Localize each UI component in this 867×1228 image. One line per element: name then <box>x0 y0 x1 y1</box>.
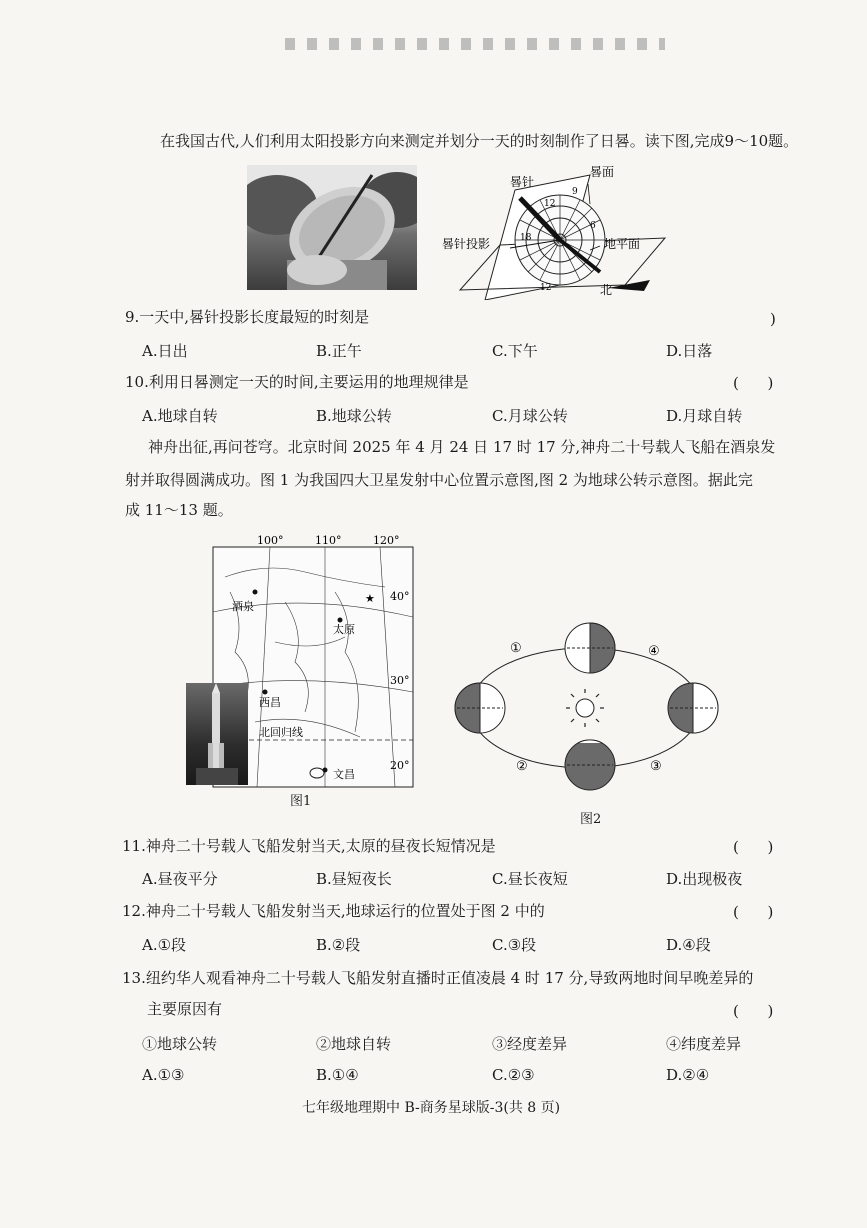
question-12-stem: 12.神舟二十号载人飞船发射当天,地球运行的位置处于图 2 中的 <box>122 902 545 920</box>
question-9-option-b[interactable]: B.正午 <box>316 342 362 360</box>
sundial-hour-9: 9 <box>572 187 578 197</box>
question-13-statement-4: ④纬度差异 <box>666 1035 742 1053</box>
map-tropic-of-cancer: 北回归线 <box>259 726 303 739</box>
svg-text:★: ★ <box>365 592 375 605</box>
question-13-statement-1: ①地球公转 <box>142 1035 218 1053</box>
question-12-option-c[interactable]: C.③段 <box>492 936 537 954</box>
question-13-option-c[interactable]: C.②③ <box>492 1066 535 1084</box>
rocket-photo <box>186 683 248 785</box>
intro-paragraph-2-line-1: 神舟出征,再问苍穹。北京时间 2025 年 4 月 24 日 17 时 17 分,神舟二十号载人飞船在酒泉发 <box>148 438 776 456</box>
question-13-option-d[interactable]: D.②④ <box>666 1066 710 1084</box>
question-12-option-d[interactable]: D.④段 <box>666 936 711 954</box>
intro-paragraph-2-line-2: 射并取得圆满成功。图 1 为我国四大卫星发射中心位置示意图,图 2 为地球公转示意图。据此完 <box>125 471 753 489</box>
question-10-option-c[interactable]: C.月球公转 <box>492 407 568 425</box>
question-13-option-b[interactable]: B.①④ <box>316 1066 359 1084</box>
map-lon-100: 100° <box>257 534 284 547</box>
sundial-hour-12-top: 12 <box>544 199 556 209</box>
sundial-label-gnomon: 晷针 <box>510 175 535 189</box>
sundial-hour-12-bottom: 12 <box>540 283 552 293</box>
orbit-segment-3: ③ <box>650 759 662 774</box>
figure-1-caption: 图1 <box>290 794 312 809</box>
question-13-stem-line-1: 13.纽约华人观看神舟二十号载人飞船发射直播时正值凌晨 4 时 17 分,导致两地时间早晚差异的 <box>122 969 754 987</box>
map-lon-120: 120° <box>373 534 400 547</box>
question-9-option-c[interactable]: C.下午 <box>492 342 538 360</box>
map-lat-30: 30° <box>390 674 410 687</box>
sundial-label-dial-face: 晷面 <box>590 165 615 179</box>
sundial-hour-18: 18 <box>520 233 532 243</box>
map-city-wenchang: 文昌 <box>333 768 355 781</box>
question-12-answer-paren[interactable]: ( ) <box>733 903 774 921</box>
question-11-option-a[interactable]: A.昼夜平分 <box>142 870 218 888</box>
question-11-option-c[interactable]: C.昼长夜短 <box>492 870 568 888</box>
question-11-stem: 11.神舟二十号载人飞船发射当天,太原的昼夜长短情况是 <box>122 837 496 855</box>
top-blurred-header <box>285 38 665 50</box>
sundial-label-horizontal-plane: 地平面 <box>604 237 641 251</box>
page-footer: 七年级地理期中 B-商务星球版-3(共 8 页) <box>302 1100 561 1116</box>
intro-paragraph-2-line-3: 成 11～13 题。 <box>125 501 233 519</box>
map-lon-110: 110° <box>315 534 342 547</box>
question-12-option-a[interactable]: A.①段 <box>142 936 187 954</box>
sundial-photo <box>247 165 417 290</box>
figure-2-earth-orbit <box>450 615 730 805</box>
question-10-option-b[interactable]: B.地球公转 <box>316 407 392 425</box>
question-10-option-a[interactable]: A.地球自转 <box>142 407 218 425</box>
question-13-stem-line-2: 主要原因有 <box>147 1000 223 1018</box>
orbit-segment-4: ④ <box>648 644 660 659</box>
map-lat-20: 20° <box>390 759 410 772</box>
sundial-hour-6: 6 <box>590 221 596 231</box>
map-city-taiyuan: 太原 <box>333 623 355 636</box>
map-city-xichang: 西昌 <box>259 696 281 709</box>
sundial-label-gnomon-shadow: 晷针投影 <box>442 237 491 251</box>
sundial-diagram <box>440 160 680 300</box>
question-13-option-a[interactable]: A.①③ <box>142 1066 185 1084</box>
question-12-option-b[interactable]: B.②段 <box>316 936 361 954</box>
question-9-answer-paren[interactable]: ) <box>770 310 776 328</box>
question-10-stem: 10.利用日晷测定一天的时间,主要运用的地理规律是 <box>125 373 469 391</box>
map-lat-40: 40° <box>390 590 410 603</box>
question-13-answer-paren[interactable]: ( ) <box>733 1002 774 1020</box>
question-10-option-d[interactable]: D.月球自转 <box>666 407 743 425</box>
question-11-option-b[interactable]: B.昼短夜长 <box>316 870 392 888</box>
question-13-statement-2: ②地球自转 <box>316 1035 392 1053</box>
figure-2-caption: 图2 <box>580 812 602 827</box>
question-9-stem: 9.一天中,晷针投影长度最短的时刻是 <box>125 308 370 326</box>
question-13-statement-3: ③经度差异 <box>492 1035 568 1053</box>
question-11-option-d[interactable]: D.出现极夜 <box>666 870 743 888</box>
orbit-segment-1: ① <box>510 641 522 656</box>
orbit-segment-2: ② <box>516 759 528 774</box>
intro-paragraph-1: 在我国古代,人们利用太阳投影方向来测定并划分一天的时刻制作了日晷。读下图,完成9～10题。 <box>160 132 799 150</box>
sundial-label-north: 北 <box>600 283 613 297</box>
question-10-answer-paren[interactable]: ( ) <box>733 374 774 392</box>
question-9-option-a[interactable]: A.日出 <box>142 342 188 360</box>
question-11-answer-paren[interactable]: ( ) <box>733 838 774 856</box>
map-city-jiuquan: 酒泉 <box>232 600 254 613</box>
question-9-option-d[interactable]: D.日落 <box>666 342 713 360</box>
